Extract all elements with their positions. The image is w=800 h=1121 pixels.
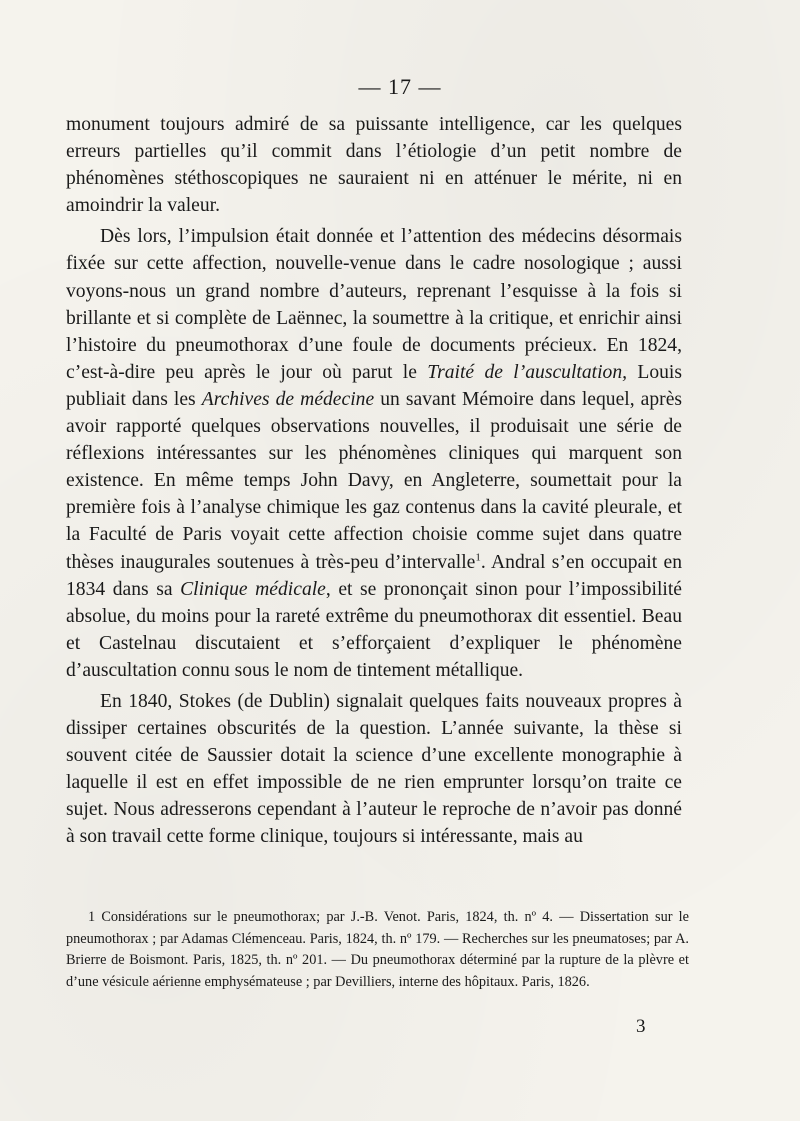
footnotes [66,907,689,993]
page-number: — 17 — [358,74,442,99]
footnote [66,907,689,993]
footnote-reference: 1 [475,550,481,563]
paragraph-history [66,223,682,684]
footnote-text: Considérations sur le pneumothorax; par J.-B. Venot. Paris, 1824, th. nº 4. — Dissertation sur le pneumothorax ; par Adamas Clémenceau. Paris, 1824, th. nº 179. — Recherches sur les pneumatoses; par A. Brierre de Boismont. Paris, 1825, th. nº 201. — Du pneumothorax déterminé par la rupture de la plèvre et d’une vésicule aérienne emphysémateuse ; par Devilliers, interne des hôpitaux. Paris, 1826. [66,909,690,990]
footnote-marker: 1 [88,909,96,925]
title-archives-medecine: Archives de médecine [201,388,375,410]
text-run: monument toujours admiré de sa puissante intelligence, car les quelques erreurs partielles qu’il commit dans l’étiologie d’un petit nombre de phénomènes stéthoscopiques ne sauraient ni en atténuer le mérite, ni en amoindrir la valeur. [66,114,682,217]
text-run: , et se prononçait sinon pour l’impossibilité absolue, du moins pour la rareté extrême du pneumothorax dit essentiel. Beau et Castelnau discutaient et s’efforçaient d’expliquer le phénomène d’auscultation connu sous le nom de tintement métallique. [66,578,682,681]
paragraph-stokes [66,688,682,851]
signature-mark: 3 [636,1016,646,1037]
title-clinique-medicale: Clinique médicale [180,578,326,600]
text-run: un savant Mémoire dans lequel, après avoir rapporté quelques observations nouvelles, il produisait une série de réflexions intéressantes sur les phénomènes cliniques qui marquent son existence. En même temps John Davy, en Angleterre, soumettait pour la première fois à l’analyse chimique les gaz contenus dans la cavité pleurale, et la Faculté de Paris voyait cette affection choisie comme sujet dans quatre thèses inaugurales soutenues à très-peu d’intervalle [66,388,683,573]
main-text [66,111,682,851]
text-run: En 1840, Stokes (de Dublin) signalait quelques faits nouveaux propres à dissiper certaines obscurités de la question. L’année suivante, la thèse si souvent citée de Saussier dotait la science d’une excellente monographie à laquelle il est en effet impossible de ne rien emprunter lorsqu’on traite ce sujet. Nous adresserons cependant à l’auteur le reproche de n’avoir pas donné à son travail cette forme clinique, toujours si intéressante, mais au [66,690,682,848]
title-traite-auscultation: Traité de l’auscultation, [427,361,628,383]
text-run: Louis publiait dans les [66,361,683,410]
text-run: . Andral s’en occupait en 1834 dans sa [66,551,683,600]
paragraph-continuation [66,111,682,219]
text-run: Dès lors, l’impulsion était donnée et l’attention des médecins désormais fixée sur cette affection, nouvelle-venue dans le cadre nosologique ; aussi voyons-nous un grand nombre d’auteurs, reprenant l’esquisse à la fois si brillante et si complète de Laënnec, la soumettre à la critique, et enrichir ainsi l’histoire du pneumothorax d’une foule de documents précieux. En 1824, c’est-à-dire peu après le jour où parut le [66,226,682,383]
